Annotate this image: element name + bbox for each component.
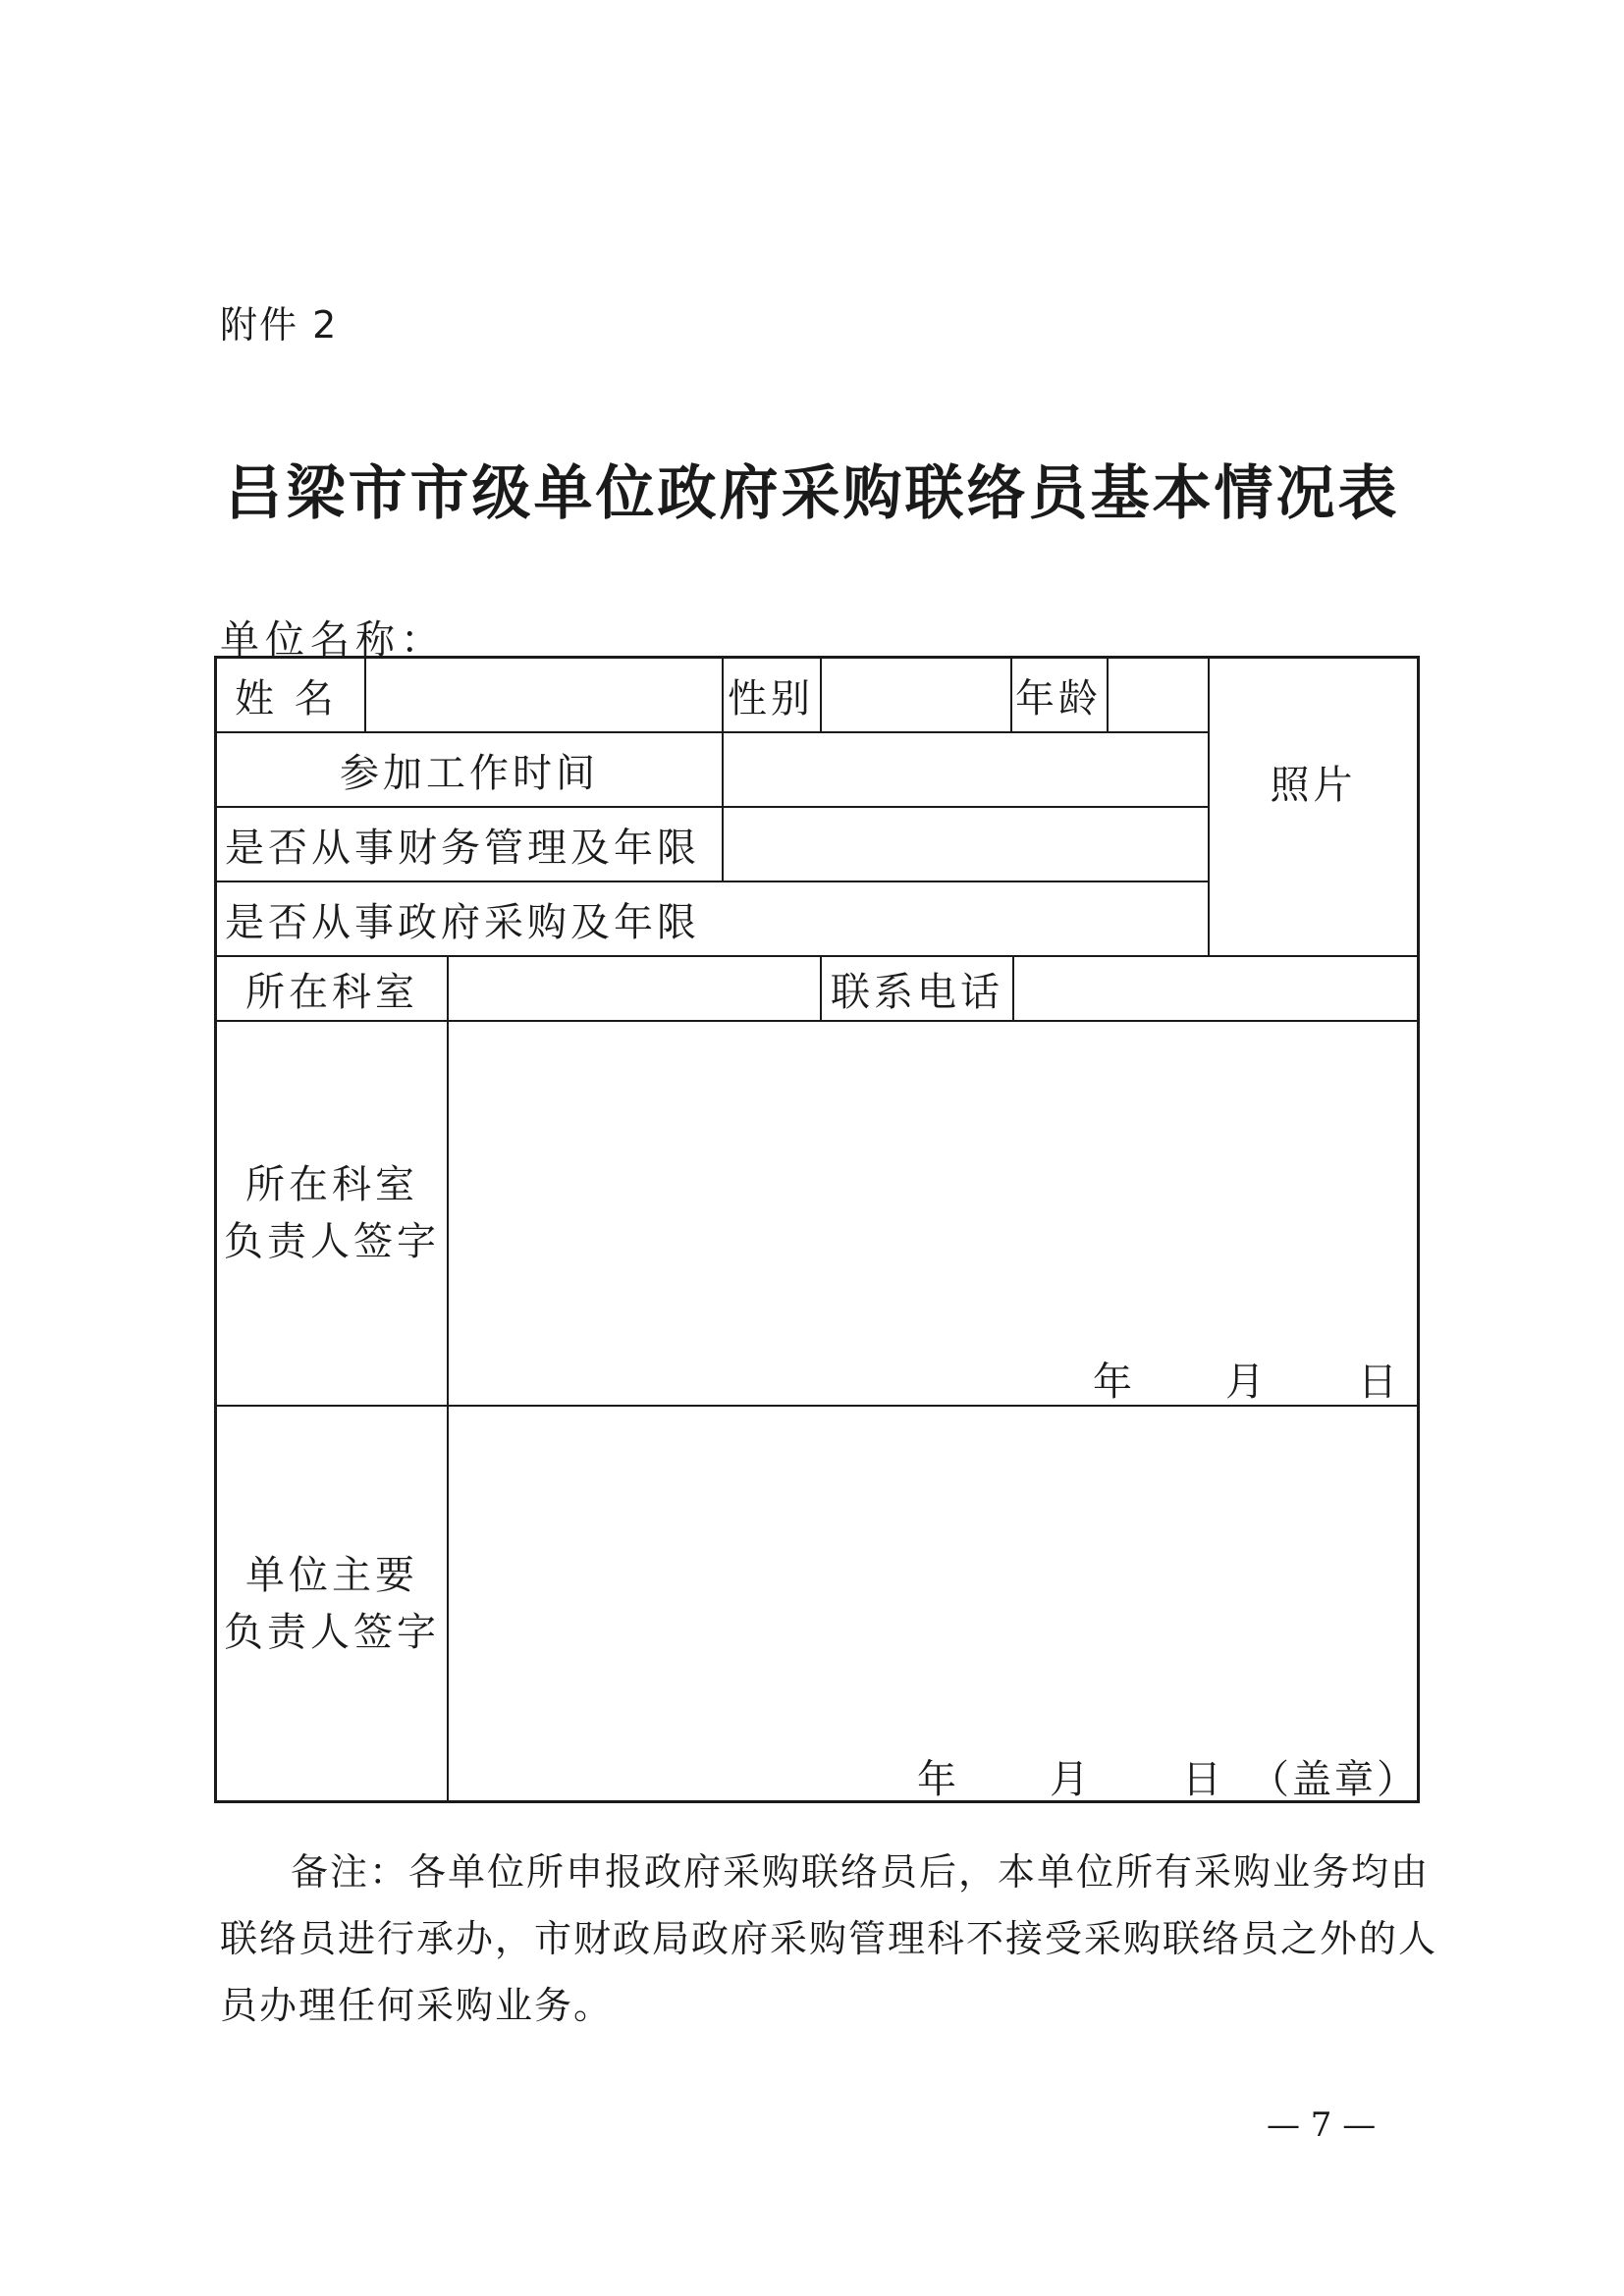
name-label: 姓 名 <box>235 675 338 721</box>
dept-head-sign-area[interactable] <box>449 1022 1417 1405</box>
dept-head-sign-line2: 负责人签字 <box>224 1219 440 1264</box>
name-field[interactable] <box>366 659 720 731</box>
unit-name-label: 单位名称： <box>220 617 446 663</box>
dept-date-day: 日 <box>1358 1360 1397 1405</box>
phone-label: 联系电话 <box>831 969 1003 1015</box>
age-label: 年龄 <box>1015 675 1102 721</box>
age-field[interactable] <box>1109 659 1206 731</box>
unit-head-sign-line1: 单位主要 <box>245 1552 418 1598</box>
work-start-field[interactable] <box>724 733 1206 806</box>
unit-date-year: 年 <box>917 1757 956 1802</box>
dept-date-year: 年 <box>1093 1360 1132 1405</box>
unit-date-day: 日 <box>1182 1757 1221 1802</box>
procurement-years-label: 是否从事政府采购及年限 <box>225 899 700 945</box>
gender-field[interactable] <box>822 659 1008 731</box>
unit-head-sign-area[interactable] <box>449 1407 1417 1800</box>
dept-field[interactable] <box>449 957 818 1020</box>
unit-head-sign-label <box>217 1407 447 1800</box>
dept-head-sign-line1: 所在科室 <box>245 1162 418 1207</box>
gender-label: 性别 <box>728 675 814 721</box>
phone-field[interactable] <box>1014 957 1417 1020</box>
page-number: — 7 — <box>1267 2106 1377 2145</box>
dept-label: 所在科室 <box>245 969 418 1015</box>
note-line-3: 员办理任何采购业务。 <box>220 1984 614 2027</box>
dept-head-sign-label <box>217 1022 447 1405</box>
note-line-2: 联络员进行承办，市财政局政府采购管理科不接受采购联络员之外的人 <box>220 1917 1438 1960</box>
procurement-years-field[interactable] <box>724 882 1206 955</box>
attachment-label: 附件 2 <box>220 303 339 347</box>
info-form-table <box>214 656 1420 1803</box>
note-line-1: 备注：各单位所申报政府采购联络员后，本单位所有采购业务均由 <box>291 1850 1431 1894</box>
dept-date-month: 月 <box>1225 1360 1265 1405</box>
unit-date-month: 月 <box>1050 1757 1089 1802</box>
finance-years-field[interactable] <box>724 808 1206 881</box>
unit-head-sign-line2: 负责人签字 <box>224 1609 440 1655</box>
unit-date-stamp: （盖章） <box>1250 1757 1419 1802</box>
page-title: 吕梁市市级单位政府采购联络员基本情况表 <box>224 459 1400 528</box>
work-start-label: 参加工作时间 <box>340 750 599 796</box>
finance-years-label: 是否从事财务管理及年限 <box>225 825 700 871</box>
photo-label: 照片 <box>1270 762 1357 808</box>
